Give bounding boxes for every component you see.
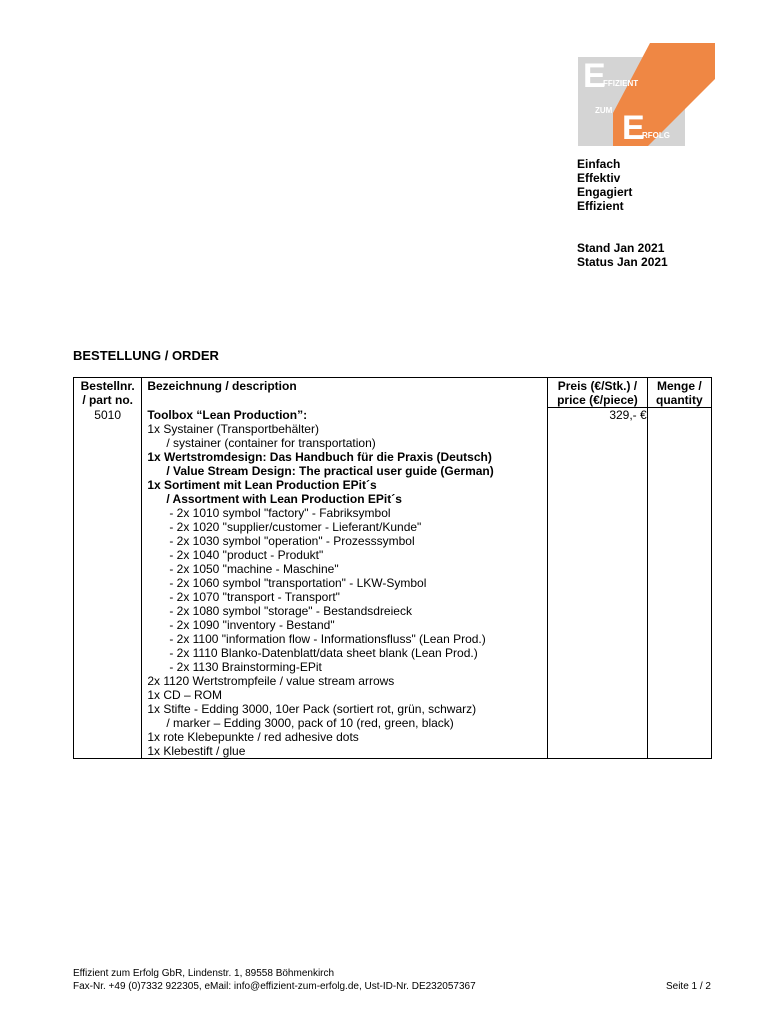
cell-partno: 5010 xyxy=(74,408,142,759)
cell-description xyxy=(142,408,548,759)
item-line: - 2x 1070 "transport - Transport" xyxy=(169,589,340,604)
item-line: / systainer (container for transportation) xyxy=(166,435,376,450)
stand-date: Stand Jan 2021 xyxy=(577,241,665,255)
item-line: - 2x 1080 symbol "storage" - Bestandsdreieck xyxy=(169,603,412,618)
company-logo xyxy=(578,43,715,146)
tagline: Effizient xyxy=(577,199,624,213)
header-quantity: Menge / quantity xyxy=(647,378,711,408)
item-line: 1x Sortiment mit Lean Production EPit´s xyxy=(147,477,377,492)
item-line: - 2x 1020 "supplier/customer - Lieferant/Kunde" xyxy=(169,519,422,534)
order-table xyxy=(73,377,712,759)
logo-letter-e-bottom: E xyxy=(622,109,645,146)
item-line: / marker – Edding 3000, pack of 10 (red, green, black) xyxy=(166,715,454,730)
item-line: - 2x 1110 Blanko-Datenblatt/data sheet blank (Lean Prod.) xyxy=(169,645,478,660)
item-line: 1x Wertstromdesign: Das Handbuch für die Praxis (Deutsch) xyxy=(147,449,492,464)
logo-line2: ZUM xyxy=(595,106,613,115)
header-description: Bezeichnung / description xyxy=(142,378,548,408)
tagline: Einfach xyxy=(577,157,621,171)
order-title: BESTELLUNG / ORDER xyxy=(73,348,219,363)
item-line: 2x 1120 Wertstrompfeile / value stream arrows xyxy=(147,673,395,688)
item-line: - 2x 1130 Brainstorming-EPit xyxy=(169,659,322,674)
logo-letter-e-top: E xyxy=(583,57,606,95)
item-line: - 2x 1090 "inventory - Bestand" xyxy=(169,617,335,632)
header-partno: Bestellnr. / part no. xyxy=(74,378,142,408)
item-line: - 2x 1010 symbol "factory" - Fabriksymbol xyxy=(169,505,391,520)
table-row xyxy=(74,408,712,759)
footer-contact: Fax-Nr. +49 (0)7332 922305, eMail: info@effizient-zum-erfolg.de, Ust-ID-Nr. DE232057367 xyxy=(73,981,476,992)
item-line: / Assortment with Lean Production EPit´s xyxy=(166,491,402,506)
tagline: Effektiv xyxy=(577,171,621,185)
item-line: 1x Systainer (Transportbehälter) xyxy=(147,421,319,436)
footer-address: Effizient zum Erfolg GbR, Lindenstr. 1, 89558 Böhmenkirch xyxy=(73,968,335,979)
item-line: Toolbox “Lean Production”: xyxy=(147,407,308,422)
item-line: 1x rote Klebepunkte / red adhesive dots xyxy=(147,729,359,744)
footer xyxy=(73,967,476,993)
document-status xyxy=(577,241,668,269)
logo-line1: FFIZIENT xyxy=(603,79,639,88)
item-line: - 2x 1030 symbol "operation" - Prozesssymbol xyxy=(169,533,415,548)
tagline: Engagiert xyxy=(577,185,633,199)
item-line: - 2x 1040 "product - Produkt" xyxy=(169,547,324,562)
item-line: / Value Stream Design: The practical user guide (German) xyxy=(166,463,494,478)
item-line: - 2x 1100 "information flow - Informationsfluss" (Lean Prod.) xyxy=(169,631,486,646)
cell-price: 329,- € xyxy=(548,408,647,759)
table-header-row xyxy=(74,378,712,408)
taglines xyxy=(577,157,632,213)
page-number: Seite 1 / 2 xyxy=(665,981,711,992)
item-line: 1x CD – ROM xyxy=(147,687,222,702)
item-line: - 2x 1050 "machine - Maschine" xyxy=(169,561,339,576)
item-line: - 2x 1060 symbol "transportation" - LKW-Symbol xyxy=(169,575,427,590)
logo-line3: RFOLG xyxy=(642,131,670,140)
item-line: 1x Klebestift / glue xyxy=(147,743,246,758)
header-price: Preis (€/Stk.) / price (€/piece) xyxy=(548,378,647,408)
status-date: Status Jan 2021 xyxy=(577,255,668,269)
item-line: 1x Stifte - Edding 3000, 10er Pack (sortiert rot, grün, schwarz) xyxy=(147,701,477,716)
cell-quantity[interactable] xyxy=(647,408,711,759)
